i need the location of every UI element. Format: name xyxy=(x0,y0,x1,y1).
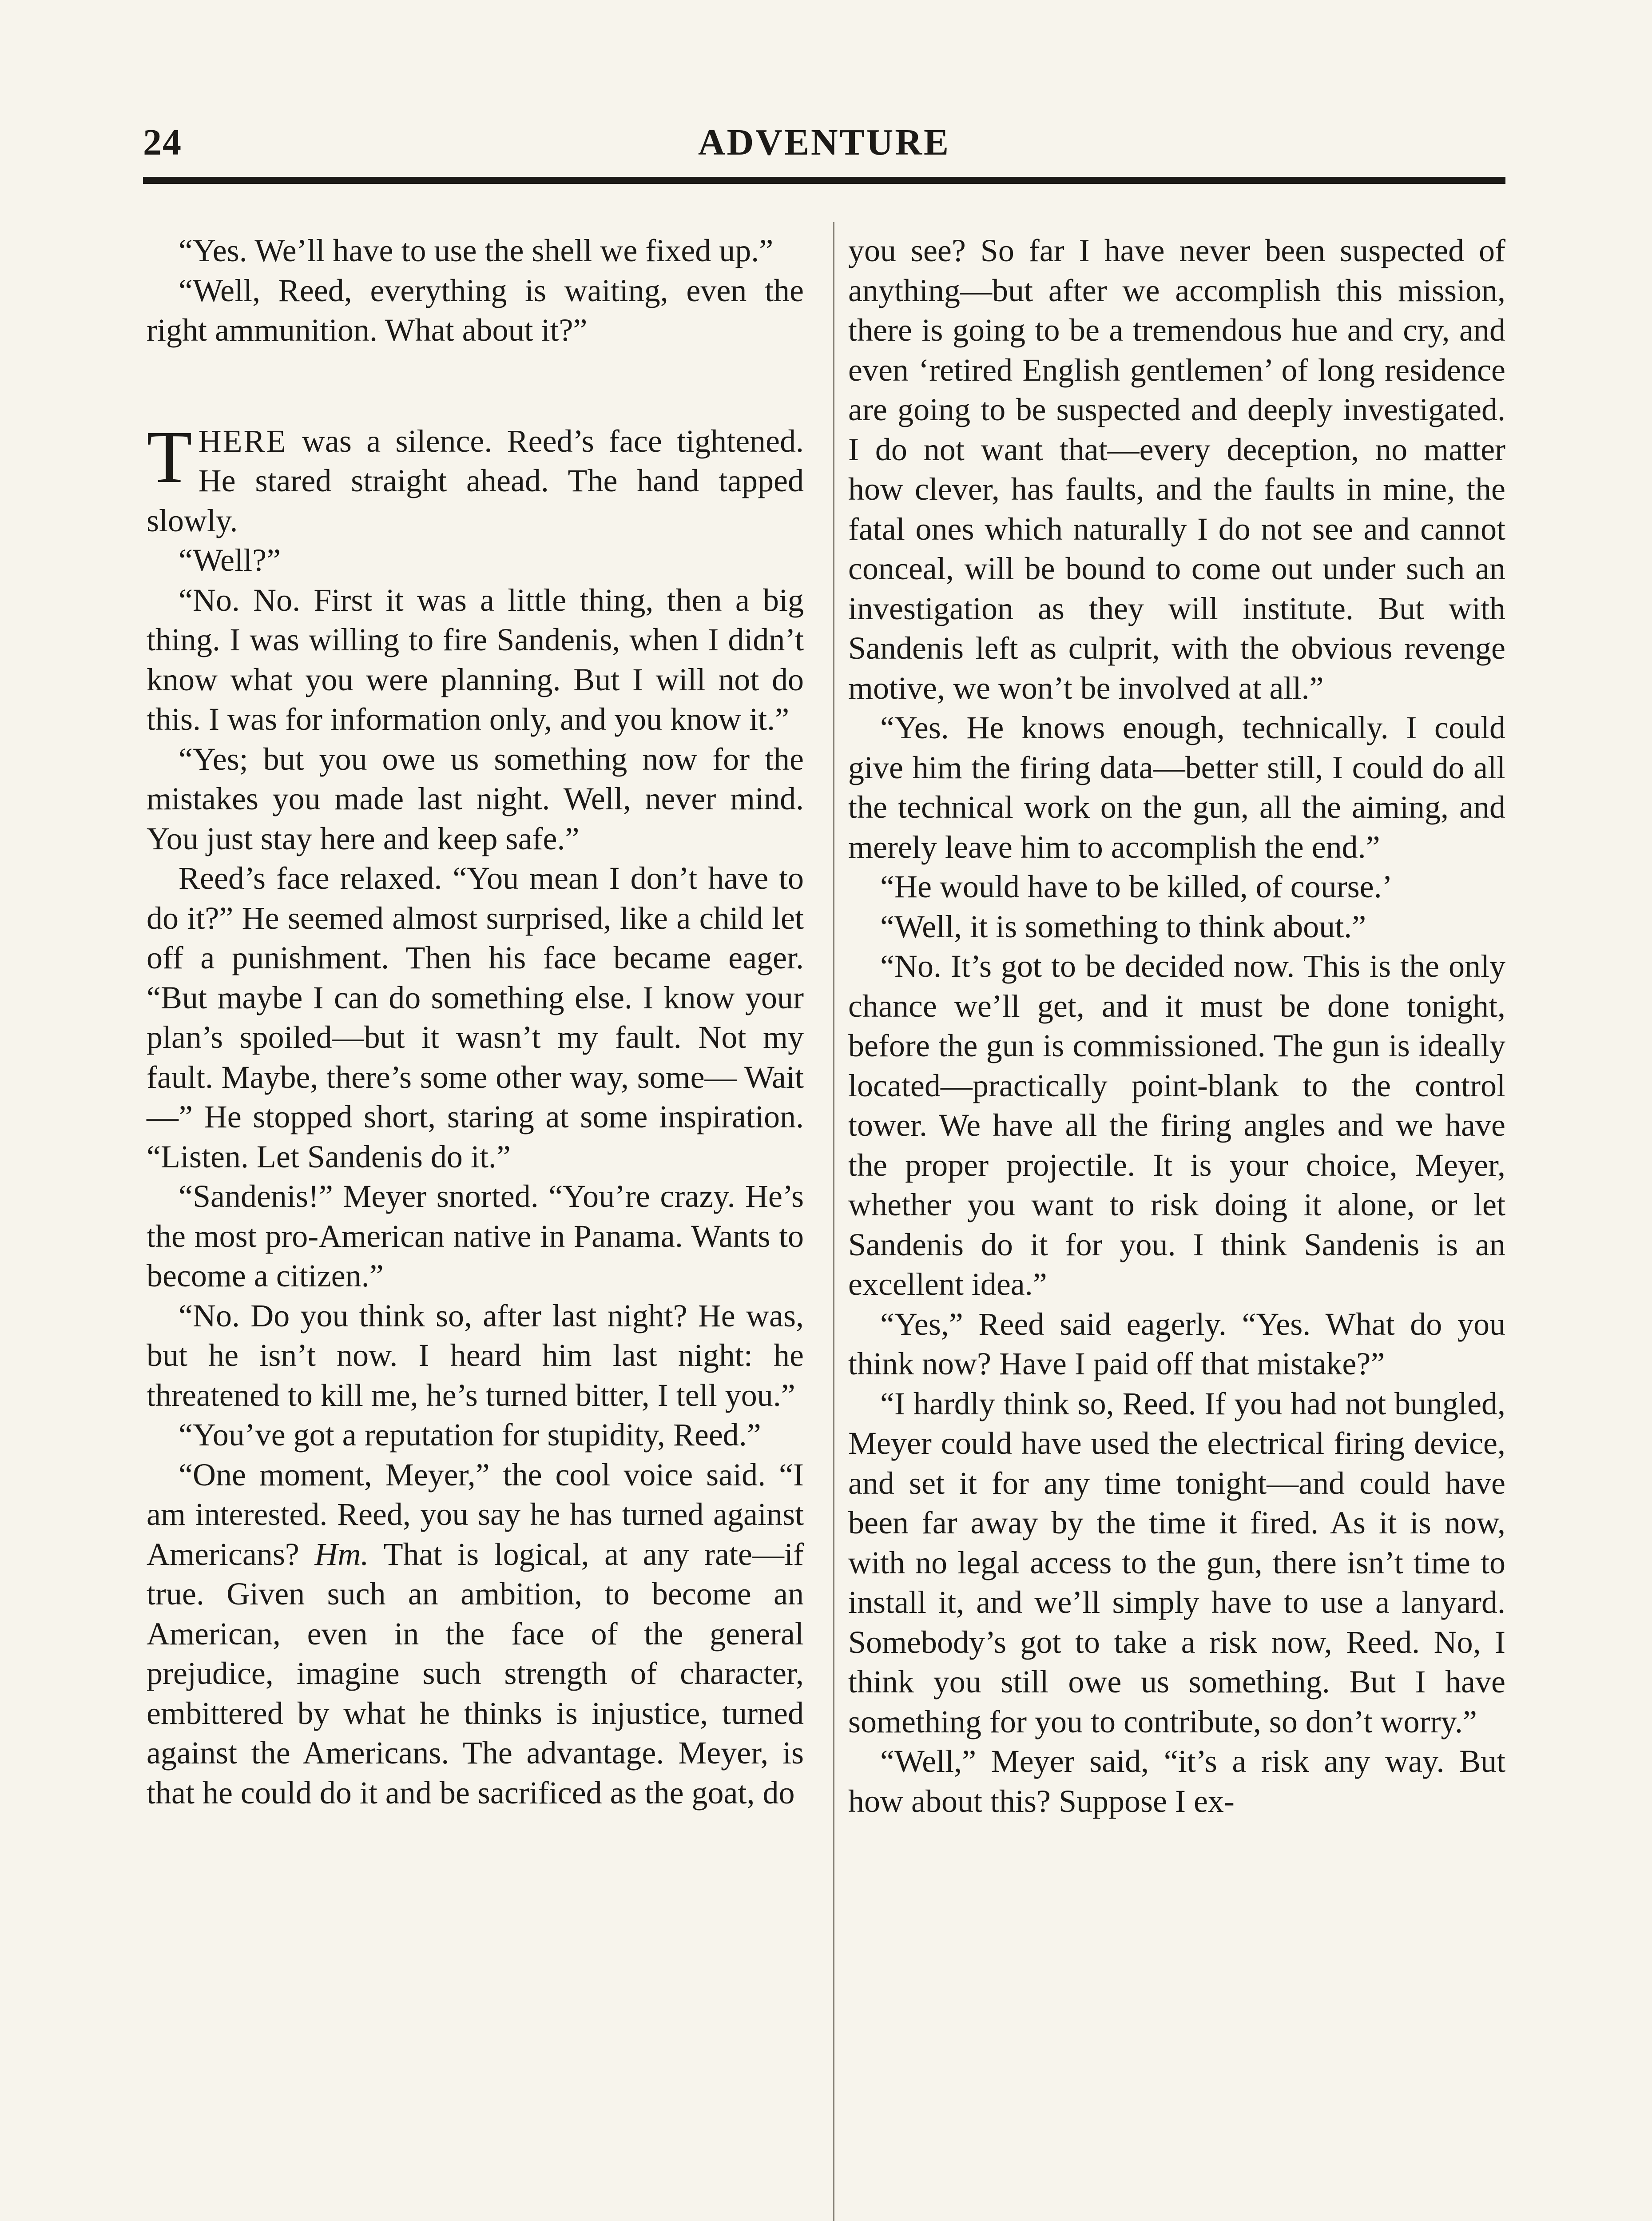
drop-cap: T xyxy=(147,415,192,498)
small-caps-word: HERE xyxy=(198,423,287,459)
paragraph: “I hardly think so, Reed. If you had not bungled, Meyer could have used the electrical firing device, and set it for any time tonight—and could have been far away by the time it fired. As it is now, with no legal access to the gun, there isn’t time to install it, and we’ll simply have to use a lanyard. Somebody’s got to take a risk now, Reed. No, I think you still owe us something. But I have something for you to contribute, so don’t worry.” xyxy=(848,1385,1505,1739)
paragraph: you see? So far I have never been suspected of anything—but after we accomplish this mission, there is going to be a tremendous hue and cry, and even ‘retired English gentlemen’ of long residence are going to be suspected and deeply investigated. I do not want that—every deception, no matter how clever, has faults, and the faults in mine, the fatal ones which naturally I do not see and cannot conceal, will be bound to come out under such an investigation as they will institute. But with Sandenis left as culprit, with the obvious revenge motive, we won’t be involved at all.” xyxy=(848,233,1505,706)
paragraph: “Yes. We’ll have to use the shell we fixed up.” xyxy=(179,233,774,268)
paragraph: “Well?” xyxy=(179,542,281,578)
paragraph: “Yes. He knows enough, technically. I could give him the firing data—better still, I could do all the technical work on the gun, all the aiming, and merely leave him to accomplish the end.” xyxy=(848,710,1505,865)
paragraph: “Well,” Meyer said, “it’s a risk any way. But how about this? Suppose I ex- xyxy=(848,1743,1505,1819)
paragraph: “He would have to be killed, of course.’ xyxy=(880,869,1393,904)
paragraph-text: was a silence. Reed’s face tightened. He stared straight ahead. The hand tapped slowly. xyxy=(147,423,804,538)
paragraph: “No. It’s got to be decided now. This is the only chance we’ll get, and it must be done tonight, before the gun is commissioned. The gun is ideally located—practically point-blank to the control tower. We have all the firing angles and we have the proper projectile. It is your choice, Meyer, whether you want to risk doing it alone, or let Sandenis do it for you. I think Sandenis is an excellent idea.” xyxy=(848,948,1505,1302)
paragraph xyxy=(147,1455,804,1813)
paragraph: “You’ve got a reputation for stupidity, Reed.” xyxy=(179,1417,761,1453)
paragraph: “No. No. First it was a little thing, then a big thing. I was willing to fire Sandenis, when I didn’t know what you were planning. But I will not do this. I was for information only, and you know it.” xyxy=(147,582,804,737)
paragraph: “Well, Reed, everything is waiting, even the right ammunition. What about it?” xyxy=(147,272,804,348)
paragraph: Reed’s face relaxed. “You mean I don’t have to do it?” He seemed almost surprised, like a child let off a punishment. Then his face became eager. “But maybe I can do something else. I know your plan’s spoiled—but it wasn’t my fault. Not my fault. Maybe, there’s some other way, some— Wait—” He stopped short, staring at some inspiration. “Listen. Let Sandenis do it.” xyxy=(147,860,804,1174)
header-rule xyxy=(143,177,1505,184)
page-number: 24 xyxy=(143,122,182,163)
page-header xyxy=(143,121,1505,170)
paragraph: “Yes,” Reed said eagerly. “Yes. What do you think now? Have I paid off that mistake?” xyxy=(848,1306,1505,1381)
paragraph-text: “One moment, Meyer,” the cool voice said. “I am interested. Reed, you say he has turned against Americans? xyxy=(147,1457,804,1572)
paragraph: “Well, it is something to think about.” xyxy=(880,908,1366,944)
left-column xyxy=(147,231,804,1813)
italic-text: Hm. xyxy=(314,1536,369,1572)
column-divider xyxy=(833,222,834,2221)
running-title: ADVENTURE xyxy=(698,122,951,163)
paragraph: “Yes; but you owe us something now for the mistakes you made last night. Well, never mind. You just stay here and keep safe.” xyxy=(147,741,804,856)
paragraph: “Sandenis!” Meyer snorted. “You’re crazy. He’s the most pro-American native in Panama. Wants to become a citizen.” xyxy=(147,1178,804,1294)
paragraph: “No. Do you think so, after last night? He was, but he isn’t now. I heard him last night: he threatened to kill me, he’s turned bitter, I tell you.” xyxy=(147,1298,804,1413)
right-column xyxy=(848,231,1505,1821)
section-opening-paragraph xyxy=(147,415,804,541)
paragraph-text: That is logical, at any rate—if true. Given such an ambition, to become an American, even in the face of the general prejudice, imagine such strength of character, embittered by what he thinks is injustice, turned against the Americans. The advantage. Meyer, is that he could do it and be sacrificed as the goat, do xyxy=(147,1536,804,1811)
